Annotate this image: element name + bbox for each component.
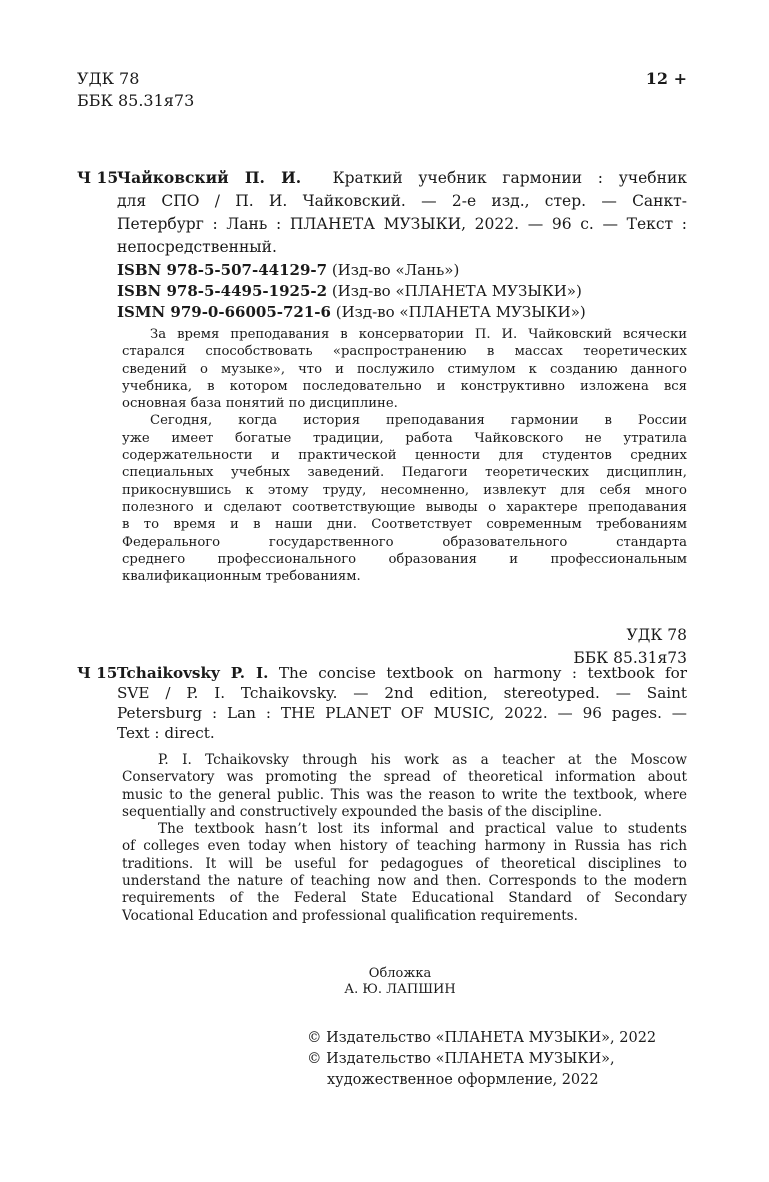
isbn-number: ISBN 978-5-4495-1925-2 [117,282,328,300]
abstract-line: P. I. Tchaikovsky through his work as a teacher at the Moscow [158,752,687,768]
abstract-line: среднего профессионального образования и профессиональным [122,551,687,567]
isbn-line [117,281,586,302]
abstract-line: traditions. It will be useful for pedagogues of theoretical disciplines to [122,855,687,872]
copyright-line-3: художественное оформление, 2022 [327,1072,599,1088]
en-entry-line-1: Tchaikovsky P. I. The concise textbook on harmony : textbook for [117,664,687,682]
isbn-publisher: (Изд-во «ПЛАНЕТА МУЗЫКИ») [327,282,582,300]
abstract-line: Сегодня, когда история преподавания гармонии в России [150,413,687,429]
en-abstract [122,752,687,925]
ru-entry-line-2: для СПО / П. И. Чайковский. — 2-е изд., стер. — Санкт- [117,192,687,210]
abstract-line: of colleges even today when history of teaching harmony in Russia has rich [122,838,687,855]
abstract-line: sequentially and constructively expounded the basis of the discipline. [122,803,603,820]
abstract-line: в то время и в наши дни. Соответствует современным требованиям [122,517,687,533]
classification-udk: УДК 78 [626,626,687,644]
ru-entry-line-3: Петербург : Лань : ПЛАНЕТА МУЗЫКИ, 2022. — 96 с. — Текст : [117,215,687,233]
abstract-line: старался способствовать «распространению в массах теоретических [122,344,687,360]
en-entry-author: Tchaikovsky P. I. [117,664,269,682]
abstract-line: сведений о музыке», что и послужило стимулом к созданию данного [122,361,687,377]
isbn-number: ISBN 978-5-507-44129-7 [117,261,328,279]
age-rating: 12 + [645,69,687,88]
abstract-line: специальных учебных заведений. Педагоги теоретических дисциплин, [122,465,687,481]
ru-entry-line-4: непосредственный. [117,238,277,256]
copyright-line-1: © Издательство «ПЛАНЕТА МУЗЫКИ», 2022 [307,1030,657,1046]
cover-label: Обложка [368,966,432,981]
abstract-line: Федерального государственного образовательного стандарта [122,534,687,550]
copyright-line-2: © Издательство «ПЛАНЕТА МУЗЫКИ», [307,1051,615,1067]
ru-entry-code: Ч 15 [77,168,119,187]
isbn-publisher: (Изд-во «Лань») [327,261,460,279]
abstract-line: music to the general public. This was the reason to write the textbook, where [122,786,687,803]
header-udk: УДК 78 [77,69,140,88]
cover-artist: А. Ю. ЛАПШИН [344,982,456,997]
abstract-line: полезного и сделают соответствующие выводы о характере преподавания [122,499,687,515]
abstract-line: уже имеет богатые традиции, работа Чайковского не утратила [122,430,687,446]
isbn-list [117,260,586,323]
abstract-line: основная база понятий по дисциплине. [122,396,398,412]
abstract-line: The textbook hasn’t lost its informal and practical value to students [158,821,687,838]
ismn-line [117,302,586,323]
abstract-line: прикоснувшись к этому труду, несомненно, извлекут для себя много [122,482,687,498]
en-entry-description [117,663,687,743]
header-bbk: ББК 85.31я73 [77,91,195,110]
isbn-line [117,260,586,281]
en-entry-line-2: SVE / P. I. Tchaikovsky. — 2nd edition, stereotyped. — Saint [117,684,687,702]
en-entry-code: Ч 15 [77,664,118,682]
abstract-line: содержательности и практической ценности для студентов средних [122,448,687,464]
ru-entry-line-1: Чайковский П. И. Краткий учебник гармонии : учебник [117,168,687,187]
ru-abstract [122,326,687,585]
abstract-line: За время преподавания в консерватории П. И. Чайковский всячески [150,327,687,342]
en-entry-line-3: Petersburg : Lan : THE PLANET OF MUSIC, 2022. — 96 pages. — [117,704,687,722]
abstract-line: Conservatory was promoting the spread of theoretical information about [122,769,687,786]
ismn-number: ISMN 979-0-66005-721-6 [117,303,331,321]
ru-entry-description [117,166,687,259]
abstract-line: Vocational Education and professional qualification requirements. [122,907,578,924]
abstract-line: requirements of the Federal State Educational Standard of Secondary [122,890,687,907]
ru-entry-author: Чайковский П. И. [117,168,302,187]
ismn-publisher: (Изд-во «ПЛАНЕТА МУЗЫКИ») [330,303,586,321]
abstract-line: understand the nature of teaching now and then. Corresponds to the modern [122,873,687,890]
en-entry-line-4: Text : direct. [117,724,215,742]
abstract-line: учебника, в котором последовательно и конструктивно изложена вся [122,378,687,394]
classification-bbk: ББК 85.31я73 [573,649,687,667]
abstract-line: квалификационным требованиям. [122,569,361,585]
